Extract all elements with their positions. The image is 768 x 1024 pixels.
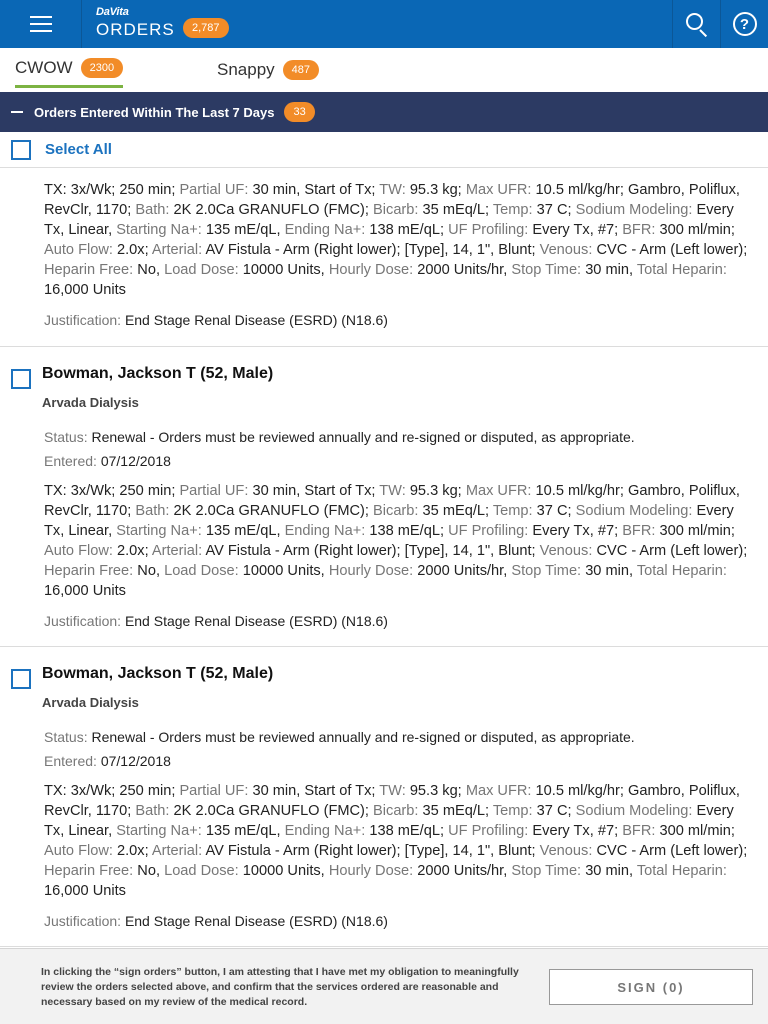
order-status: Status: Renewal - Orders must be reviewed annually and re-signed or disputed, as appropriate. bbox=[44, 429, 635, 445]
order-details: TX: 3x/Wk; 250 min; Partial UF: 30 min, Start of Tx; TW: 95.3 kg; Max UFR: 10.5 ml/kg/hr; Gambro, Poliflux, RevClr, 1170; Bath: 2K 2.0Ca GRANUFLO (FMC); Bicarb: 35 mEq/L; Temp: 37 C; Sodium Modeling: Every Tx, Linear, Starting Na+: 135 mE/qL, Ending Na+: 138 mE/qL; UF Profiling: Every Tx, #7; BFR: 300 ml/min; Auto Flow: 2.0x; Arterial: AV Fistula - Arm (Right lower); [Type], 14, 1", Blunt; Venous: CVC - Arm (Left lower); Heparin Free: No, Load Dose: 10000 Units, Hourly Dose: 2000 Units/hr, Stop Time: 30 min, Total Heparin: 16,000 Units bbox=[44, 483, 748, 599]
order-item bbox=[0, 347, 768, 647]
order-item bbox=[0, 647, 768, 947]
facility-name: Arvada Dialysis bbox=[42, 395, 139, 410]
section-header[interactable] bbox=[0, 92, 768, 132]
sign-orders-button[interactable]: SIGN (0) bbox=[549, 969, 753, 1005]
help-button[interactable] bbox=[720, 0, 768, 48]
brand-logo: DaVita bbox=[96, 6, 129, 18]
tab-bar bbox=[0, 48, 768, 92]
orders-list[interactable] bbox=[0, 168, 768, 948]
patient-name[interactable]: Bowman, Jackson T (52, Male) bbox=[42, 365, 274, 382]
tab-label: CWOW bbox=[15, 58, 73, 77]
tab-cwow[interactable] bbox=[15, 48, 123, 92]
sign-footer bbox=[0, 948, 768, 1024]
tab-snappy[interactable] bbox=[217, 48, 319, 92]
help-icon: ? bbox=[733, 12, 757, 36]
order-justification: Justification: End Stage Renal Disease (ESRD) (N18.6) bbox=[44, 312, 388, 328]
facility-name: Arvada Dialysis bbox=[42, 695, 139, 710]
order-status: Status: Renewal - Orders must be reviewed annually and re-signed or disputed, as appropriate. bbox=[44, 729, 635, 745]
tab-count-badge: 487 bbox=[283, 60, 319, 80]
page-title: ORDERS bbox=[96, 20, 175, 39]
orders-count-badge: 2,787 bbox=[183, 18, 229, 38]
order-checkbox[interactable] bbox=[11, 669, 31, 689]
tab-label: Snappy bbox=[217, 60, 275, 79]
patient-name[interactable]: Bowman, Jackson T (52, Male) bbox=[42, 665, 274, 682]
menu-icon bbox=[30, 16, 52, 32]
order-justification: Justification: End Stage Renal Disease (ESRD) (N18.6) bbox=[44, 913, 388, 929]
section-title: Orders Entered Within The Last 7 Days bbox=[34, 104, 275, 120]
select-all-row[interactable] bbox=[0, 132, 768, 168]
section-count-badge: 33 bbox=[284, 102, 314, 122]
order-entered-date: Entered: 07/12/2018 bbox=[44, 753, 171, 769]
search-button[interactable] bbox=[672, 0, 720, 48]
order-justification: Justification: End Stage Renal Disease (ESRD) (N18.6) bbox=[44, 613, 388, 629]
order-details: TX: 3x/Wk; 250 min; Partial UF: 30 min, Start of Tx; TW: 95.3 kg; Max UFR: 10.5 ml/kg/hr; Gambro, Poliflux, RevClr, 1170; Bath: 2K 2.0Ca GRANUFLO (FMC); Bicarb: 35 mEq/L; Temp: 37 C; Sodium Modeling: Every Tx, Linear, Starting Na+: 135 mE/qL, Ending Na+: 138 mE/qL; UF Profiling: Every Tx, #7; BFR: 300 ml/min; Auto Flow: 2.0x; Arterial: AV Fistula - Arm (Right lower); [Type], 14, 1", Blunt; Venous: CVC - Arm (Left lower); Heparin Free: No, Load Dose: 10000 Units, Hourly Dose: 2000 Units/hr, Stop Time: 30 min, Total Heparin: 16,000 Units bbox=[44, 783, 748, 899]
select-all-checkbox[interactable] bbox=[11, 140, 31, 160]
app-header bbox=[0, 0, 768, 48]
order-item bbox=[0, 168, 768, 347]
tab-count-badge: 2300 bbox=[81, 58, 123, 78]
search-icon bbox=[686, 13, 708, 35]
order-details: TX: 3x/Wk; 250 min; Partial UF: 30 min, Start of Tx; TW: 95.3 kg; Max UFR: 10.5 ml/kg/hr; Gambro, Poliflux, RevClr, 1170; Bath: 2K 2.0Ca GRANUFLO (FMC); Bicarb: 35 mEq/L; Temp: 37 C; Sodium Modeling: Every Tx, Linear, Starting Na+: 135 mE/qL, Ending Na+: 138 mE/qL; UF Profiling: Every Tx, #7; BFR: 300 ml/min; Auto Flow: 2.0x; Arterial: AV Fistula - Arm (Right lower); [Type], 14, 1", Blunt; Venous: CVC - Arm (Left lower); Heparin Free: No, Load Dose: 10000 Units, Hourly Dose: 2000 Units/hr, Stop Time: 30 min, Total Heparin: 16,000 Units bbox=[44, 182, 748, 298]
attestation-text: In clicking the “sign orders” button, I am attesting that I have met my obligation to meaningfully review the orders selected above, and confirm that the services ordered are reasonable and necessary based on my review of the medical record. bbox=[41, 966, 519, 1008]
order-entered-date: Entered: 07/12/2018 bbox=[44, 453, 171, 469]
menu-button[interactable] bbox=[0, 0, 82, 48]
collapse-icon[interactable] bbox=[11, 111, 23, 113]
select-all-label[interactable]: Select All bbox=[45, 141, 112, 158]
order-checkbox[interactable] bbox=[11, 369, 31, 389]
